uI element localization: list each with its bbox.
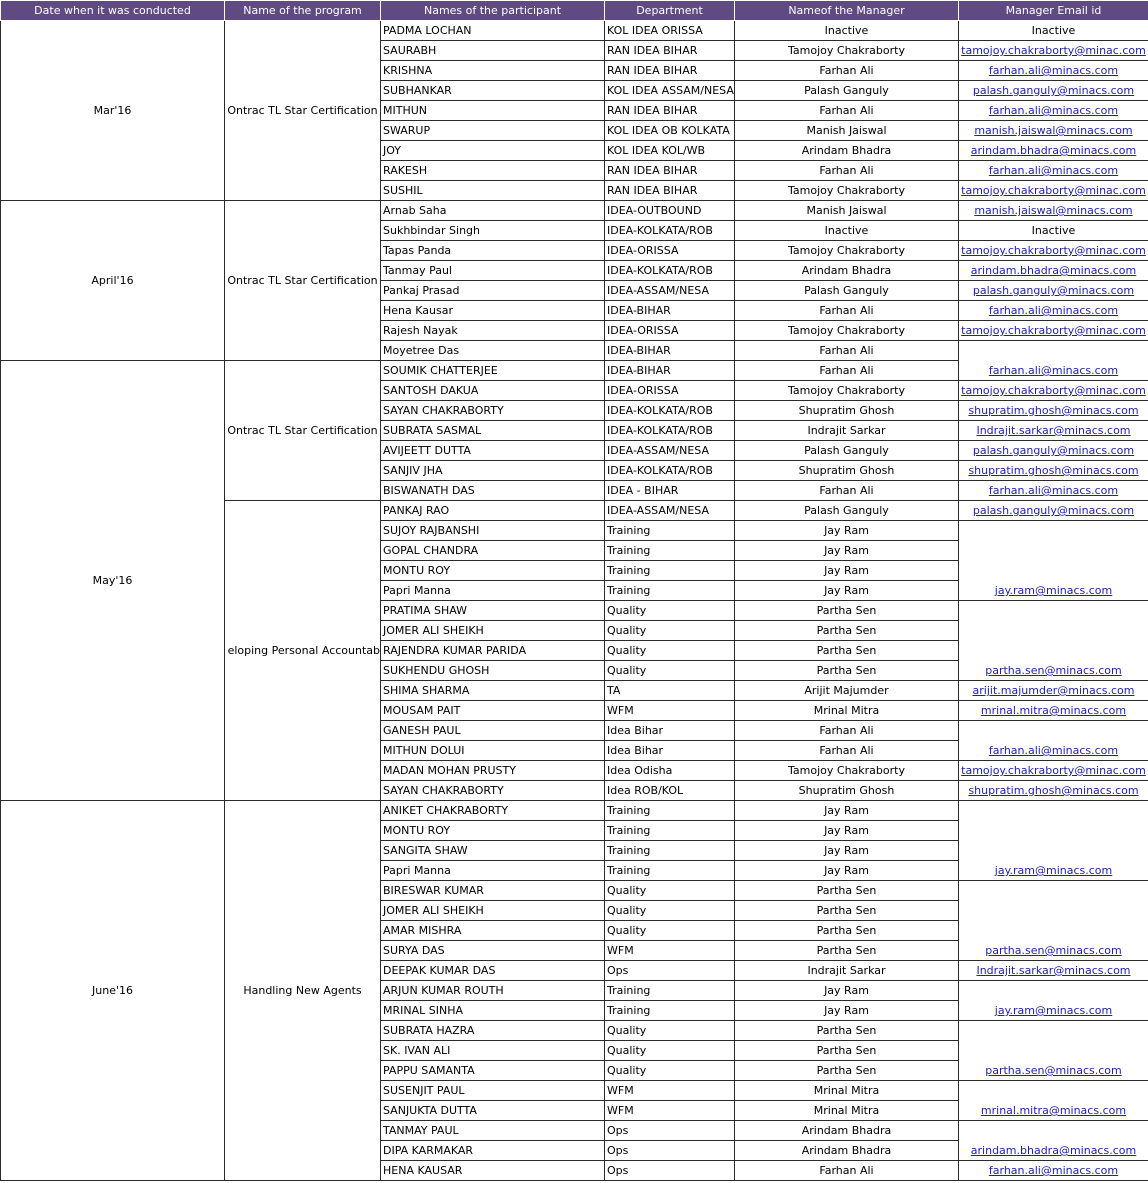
email-link[interactable]: tamojoy.chakraborty@minac.com (961, 324, 1146, 337)
email-link[interactable]: Indrajit.sarkar@minacs.com (976, 964, 1131, 977)
email-link[interactable]: jay.ram@minacs.com (994, 1004, 1113, 1017)
email-link[interactable]: palash.ganguly@minacs.com (972, 444, 1135, 457)
email-cell[interactable] (959, 341, 1148, 381)
program-header[interactable]: Name of the program (225, 1, 381, 21)
participant-cell[interactable]: Moyetree Das (381, 341, 605, 361)
department-cell[interactable]: Training (605, 821, 735, 841)
department-cell[interactable]: Training (605, 541, 735, 561)
manager-cell[interactable]: Partha Sen (735, 881, 959, 901)
participant-cell[interactable]: DEEPAK KUMAR DAS (381, 961, 605, 981)
participant-cell[interactable]: Hena Kausar (381, 301, 605, 321)
manager-cell[interactable]: Partha Sen (735, 621, 959, 641)
manager-cell[interactable]: Farhan Ali (735, 341, 959, 361)
participant-cell[interactable]: SUBRATA HAZRA (381, 1021, 605, 1041)
manager-cell[interactable]: Farhan Ali (735, 361, 959, 381)
participant-cell[interactable]: PRATIMA SHAW (381, 601, 605, 621)
participant-cell[interactable]: MRINAL SINHA (381, 1001, 605, 1021)
table-row (1, 201, 1148, 221)
manager-cell[interactable]: Tamojoy Chakraborty (735, 761, 959, 781)
manager-cell[interactable]: Jay Ram (735, 981, 959, 1001)
email-header[interactable]: Manager Email id (959, 1, 1148, 21)
email-link[interactable]: arindam.bhadra@minacs.com (970, 1144, 1137, 1157)
department-cell[interactable]: RAN IDEA BIHAR (605, 181, 735, 201)
department-cell[interactable]: IDEA - BIHAR (605, 481, 735, 501)
department-cell[interactable]: IDEA-ORISSA (605, 321, 735, 341)
header-row (1, 1, 1148, 21)
email-link[interactable]: partha.sen@minacs.com (985, 944, 1122, 957)
email-cell[interactable] (959, 1081, 1148, 1121)
department-cell[interactable]: Idea Bihar (605, 721, 735, 741)
department-cell[interactable]: Quality (605, 1041, 735, 1061)
email-cell[interactable] (959, 881, 1148, 961)
participant-cell[interactable]: Pankaj Prasad (381, 281, 605, 301)
department-cell[interactable]: Quality (605, 1061, 735, 1081)
department-cell[interactable]: Quality (605, 641, 735, 661)
email-link[interactable]: arindam.bhadra@minacs.com (970, 264, 1137, 277)
email-cell[interactable] (959, 481, 1148, 501)
department-cell[interactable]: IDEA-BIHAR (605, 301, 735, 321)
date-cell[interactable]: Mar'16 (1, 21, 225, 201)
manager-cell[interactable]: Manish Jaiswal (735, 121, 959, 141)
participant-cell[interactable]: Rajesh Nayak (381, 321, 605, 341)
email-cell[interactable] (959, 101, 1148, 121)
participant-cell[interactable]: GANESH PAUL (381, 721, 605, 741)
email-cell[interactable] (959, 321, 1148, 341)
email-link[interactable]: palash.ganguly@minacs.com (972, 504, 1135, 517)
participant-cell[interactable]: Papri Manna (381, 581, 605, 601)
email-link[interactable]: farhan.ali@minacs.com (988, 744, 1119, 757)
department-cell[interactable]: RAN IDEA BIHAR (605, 41, 735, 61)
department-cell[interactable]: IDEA-KOLKATA/ROB (605, 261, 735, 281)
email-cell[interactable] (959, 141, 1148, 161)
participant-cell[interactable]: JOY (381, 141, 605, 161)
email-link[interactable]: shupratim.ghosh@minacs.com (968, 404, 1139, 417)
email-cell[interactable] (959, 441, 1148, 461)
manager-cell[interactable]: Farhan Ali (735, 61, 959, 81)
email-cell[interactable] (959, 281, 1148, 301)
email-cell[interactable] (959, 1161, 1148, 1181)
participant-cell[interactable]: SK. IVAN ALI (381, 1041, 605, 1061)
manager-cell[interactable]: Farhan Ali (735, 741, 959, 761)
email-link[interactable]: farhan.ali@minacs.com (988, 164, 1119, 177)
email-cell[interactable] (959, 241, 1148, 261)
email-link[interactable]: farhan.ali@minacs.com (988, 104, 1119, 117)
manager-cell[interactable]: Shupratim Ghosh (735, 461, 959, 481)
email-link[interactable]: shupratim.ghosh@minacs.com (968, 464, 1139, 477)
department-cell[interactable]: Idea Bihar (605, 741, 735, 761)
email-cell[interactable] (959, 161, 1148, 181)
department-cell[interactable]: IDEA-ASSAM/NESA (605, 441, 735, 461)
participant-cell[interactable]: RAKESH (381, 161, 605, 181)
email-link[interactable]: palash.ganguly@minacs.com (972, 84, 1135, 97)
email-link[interactable]: tamojoy.chakraborty@minac.com (961, 244, 1146, 257)
participant-cell[interactable]: KRISHNA (381, 61, 605, 81)
manager-cell[interactable]: Farhan Ali (735, 101, 959, 121)
email-link[interactable]: arijit.majumder@minacs.com (972, 684, 1135, 697)
participant-cell[interactable]: PANKAJ RAO (381, 501, 605, 521)
email-link[interactable]: farhan.ali@minacs.com (988, 1164, 1119, 1177)
department-cell[interactable]: Idea ROB/KOL (605, 781, 735, 801)
department-cell[interactable]: RAN IDEA BIHAR (605, 61, 735, 81)
email-cell[interactable] (959, 461, 1148, 481)
participant-cell[interactable]: MONTU ROY (381, 821, 605, 841)
email-cell[interactable] (959, 961, 1148, 981)
participant-cell[interactable]: MOUSAM PAIT (381, 701, 605, 721)
email-cell[interactable] (959, 421, 1148, 441)
department-cell[interactable]: IDEA-OUTBOUND (605, 201, 735, 221)
participant-cell[interactable]: SURYA DAS (381, 941, 605, 961)
department-cell[interactable]: Quality (605, 601, 735, 621)
department-cell[interactable]: WFM (605, 1081, 735, 1101)
date-cell[interactable]: May'16 (1, 361, 225, 801)
participant-cell[interactable]: Tapas Panda (381, 241, 605, 261)
department-cell[interactable]: Quality (605, 901, 735, 921)
department-cell[interactable]: Training (605, 521, 735, 541)
department-cell[interactable]: Ops (605, 961, 735, 981)
manager-header[interactable]: Nameof the Manager (735, 1, 959, 21)
department-cell[interactable]: IDEA-KOLKATA/ROB (605, 401, 735, 421)
table-row (1, 801, 1148, 821)
manager-cell[interactable]: Palash Ganguly (735, 501, 959, 521)
manager-cell[interactable]: Inactive (735, 21, 959, 41)
manager-cell[interactable]: Jay Ram (735, 541, 959, 561)
participant-cell[interactable]: SANJIV JHA (381, 461, 605, 481)
participant-cell[interactable]: SWARUP (381, 121, 605, 141)
participant-cell[interactable]: MONTU ROY (381, 561, 605, 581)
email-cell[interactable] (959, 261, 1148, 281)
email-cell[interactable] (959, 981, 1148, 1021)
manager-cell[interactable]: Arindam Bhadra (735, 1141, 959, 1161)
program-cell[interactable]: eloping Personal Accountab (225, 501, 381, 801)
department-cell[interactable]: WFM (605, 941, 735, 961)
department-cell[interactable]: WFM (605, 1101, 735, 1121)
department-cell[interactable]: Ops (605, 1141, 735, 1161)
department-cell[interactable]: Quality (605, 881, 735, 901)
email-link[interactable]: jay.ram@minacs.com (994, 584, 1113, 597)
participant-cell[interactable]: DIPA KARMAKAR (381, 1141, 605, 1161)
department-cell[interactable]: IDEA-ORISSA (605, 381, 735, 401)
program-cell[interactable]: Handling New Agents (225, 801, 381, 1181)
manager-cell[interactable]: Shupratim Ghosh (735, 401, 959, 421)
department-cell[interactable]: Training (605, 861, 735, 881)
participant-cell[interactable]: AVIJEETT DUTTA (381, 441, 605, 461)
email-link[interactable]: partha.sen@minacs.com (985, 1064, 1122, 1077)
participant-cell[interactable]: RAJENDRA KUMAR PARIDA (381, 641, 605, 661)
manager-cell[interactable]: Mrinal Mitra (735, 1081, 959, 1101)
participant-cell[interactable]: BIRESWAR KUMAR (381, 881, 605, 901)
email-cell[interactable] (959, 681, 1148, 701)
manager-cell[interactable]: Partha Sen (735, 1041, 959, 1061)
manager-cell[interactable]: Tamojoy Chakraborty (735, 241, 959, 261)
department-cell[interactable]: Training (605, 561, 735, 581)
email-cell[interactable] (959, 521, 1148, 601)
manager-cell[interactable]: Partha Sen (735, 921, 959, 941)
program-cell[interactable]: Ontrac TL Star Certification (225, 201, 381, 361)
manager-cell[interactable]: Mrinal Mitra (735, 701, 959, 721)
email-cell[interactable] (959, 401, 1148, 421)
participant-cell[interactable]: Sukhbindar Singh (381, 221, 605, 241)
manager-cell[interactable]: Jay Ram (735, 841, 959, 861)
department-cell[interactable]: KOL IDEA OB KOLKATA (605, 121, 735, 141)
department-cell[interactable]: Training (605, 1001, 735, 1021)
manager-cell[interactable]: Partha Sen (735, 661, 959, 681)
department-cell[interactable]: Idea Odisha (605, 761, 735, 781)
email-cell[interactable] (959, 1121, 1148, 1161)
participant-cell[interactable]: MITHUN DOLUI (381, 741, 605, 761)
participant-header[interactable]: Names of the participant (381, 1, 605, 21)
email-cell[interactable] (959, 601, 1148, 681)
email-cell[interactable] (959, 501, 1148, 521)
manager-cell[interactable]: Farhan Ali (735, 1161, 959, 1181)
manager-cell[interactable]: Farhan Ali (735, 481, 959, 501)
department-cell[interactable]: Ops (605, 1121, 735, 1141)
department-cell[interactable]: IDEA-BIHAR (605, 341, 735, 361)
department-cell[interactable]: Ops (605, 1161, 735, 1181)
manager-cell[interactable]: Tamojoy Chakraborty (735, 41, 959, 61)
email-link[interactable]: shupratim.ghosh@minacs.com (968, 784, 1139, 797)
email-link[interactable]: farhan.ali@minacs.com (988, 484, 1119, 497)
date-cell[interactable]: June'16 (1, 801, 225, 1181)
manager-cell[interactable]: Partha Sen (735, 1021, 959, 1041)
email-link[interactable]: farhan.ali@minacs.com (988, 64, 1119, 77)
department-header[interactable]: Department (605, 1, 735, 21)
department-cell[interactable]: IDEA-KOLKATA/ROB (605, 221, 735, 241)
participant-cell[interactable]: SUJOY RAJBANSHI (381, 521, 605, 541)
participant-cell[interactable]: MADAN MOHAN PRUSTY (381, 761, 605, 781)
participant-cell[interactable]: PADMA LOCHAN (381, 21, 605, 41)
email-cell[interactable] (959, 721, 1148, 761)
participant-cell[interactable]: SAYAN CHAKRABORTY (381, 401, 605, 421)
participant-cell[interactable]: Arnab Saha (381, 201, 605, 221)
manager-cell[interactable]: Jay Ram (735, 821, 959, 841)
manager-cell[interactable]: Farhan Ali (735, 301, 959, 321)
participant-cell[interactable]: SUBHANKAR (381, 81, 605, 101)
department-cell[interactable]: RAN IDEA BIHAR (605, 101, 735, 121)
manager-cell[interactable]: Mrinal Mitra (735, 1101, 959, 1121)
participant-cell[interactable]: Papri Manna (381, 861, 605, 881)
department-cell[interactable]: Quality (605, 661, 735, 681)
email-link[interactable]: mrinal.mitra@minacs.com (980, 704, 1127, 717)
email-link[interactable]: palash.ganguly@minacs.com (972, 284, 1135, 297)
participant-cell[interactable]: JOMER ALI SHEIKH (381, 901, 605, 921)
manager-cell[interactable]: Partha Sen (735, 601, 959, 621)
department-cell[interactable]: Quality (605, 621, 735, 641)
email-cell[interactable] (959, 801, 1148, 881)
email-link[interactable]: manish.jaiswal@minacs.com (974, 204, 1133, 217)
email-link[interactable]: tamojoy.chakraborty@minac.com (961, 184, 1146, 197)
date-cell[interactable]: April'16 (1, 201, 225, 361)
email-link[interactable]: farhan.ali@minacs.com (988, 364, 1119, 377)
email-cell[interactable] (959, 701, 1148, 721)
department-cell[interactable]: IDEA-ASSAM/NESA (605, 501, 735, 521)
participant-cell[interactable]: SAYAN CHAKRABORTY (381, 781, 605, 801)
participant-cell[interactable]: ANIKET CHAKRABORTY (381, 801, 605, 821)
manager-cell[interactable]: Arindam Bhadra (735, 261, 959, 281)
department-cell[interactable]: IDEA-KOLKATA/ROB (605, 461, 735, 481)
department-cell[interactable]: KOL IDEA ASSAM/NESA (605, 81, 735, 101)
email-link[interactable]: mrinal.mitra@minacs.com (980, 1104, 1127, 1117)
email-cell[interactable] (959, 301, 1148, 321)
manager-cell[interactable]: Arindam Bhadra (735, 1121, 959, 1141)
manager-cell[interactable]: Arijit Majumder (735, 681, 959, 701)
date-header[interactable]: Date when it was conducted (1, 1, 225, 21)
department-cell[interactable]: KOL IDEA ORISSA (605, 21, 735, 41)
email-link[interactable]: Indrajit.sarkar@minacs.com (976, 424, 1131, 437)
manager-cell[interactable]: Partha Sen (735, 641, 959, 661)
manager-cell[interactable]: Jay Ram (735, 561, 959, 581)
manager-cell[interactable]: Partha Sen (735, 941, 959, 961)
participant-cell[interactable]: SUSHIL (381, 181, 605, 201)
email-link[interactable]: manish.jaiswal@minacs.com (974, 124, 1133, 137)
participant-cell[interactable]: SUBRATA SASMAL (381, 421, 605, 441)
participant-cell[interactable]: SANTOSH DAKUA (381, 381, 605, 401)
participant-cell[interactable]: BISWANATH DAS (381, 481, 605, 501)
participant-cell[interactable]: PAPPU SAMANTA (381, 1061, 605, 1081)
email-link[interactable]: partha.sen@minacs.com (985, 664, 1122, 677)
manager-cell[interactable]: Arindam Bhadra (735, 141, 959, 161)
manager-cell[interactable]: Shupratim Ghosh (735, 781, 959, 801)
manager-cell[interactable]: Jay Ram (735, 581, 959, 601)
participant-cell[interactable]: MITHUN (381, 101, 605, 121)
participant-cell[interactable]: SANGITA SHAW (381, 841, 605, 861)
email-cell[interactable] (959, 781, 1148, 801)
department-cell[interactable]: IDEA-ORISSA (605, 241, 735, 261)
participant-cell[interactable]: Tanmay Paul (381, 261, 605, 281)
manager-cell[interactable]: Jay Ram (735, 521, 959, 541)
email-link[interactable]: tamojoy.chakraborty@minac.com (961, 764, 1146, 777)
manager-cell[interactable]: Palash Ganguly (735, 441, 959, 461)
department-cell[interactable]: Quality (605, 1021, 735, 1041)
participant-cell[interactable]: GOPAL CHANDRA (381, 541, 605, 561)
manager-cell[interactable]: Tamojoy Chakraborty (735, 181, 959, 201)
manager-cell[interactable]: Tamojoy Chakraborty (735, 321, 959, 341)
participant-cell[interactable]: TANMAY PAUL (381, 1121, 605, 1141)
department-cell[interactable]: WFM (605, 701, 735, 721)
participant-cell[interactable]: ARJUN KUMAR ROUTH (381, 981, 605, 1001)
department-cell[interactable]: Training (605, 801, 735, 821)
manager-cell[interactable]: Partha Sen (735, 1061, 959, 1081)
department-cell[interactable]: Training (605, 981, 735, 1001)
manager-cell[interactable]: Palash Ganguly (735, 81, 959, 101)
email-cell[interactable] (959, 121, 1148, 141)
email-link[interactable]: arindam.bhadra@minacs.com (970, 144, 1137, 157)
department-cell[interactable]: Quality (605, 921, 735, 941)
participant-cell[interactable]: SUKHENDU GHOSH (381, 661, 605, 681)
manager-cell[interactable]: Farhan Ali (735, 721, 959, 741)
email-cell[interactable] (959, 761, 1148, 781)
participant-cell[interactable]: SOUMIK CHATTERJEE (381, 361, 605, 381)
program-cell[interactable]: Ontrac TL Star Certification (225, 21, 381, 201)
manager-cell[interactable]: Indrajit Sarkar (735, 961, 959, 981)
manager-cell[interactable]: Jay Ram (735, 801, 959, 821)
manager-cell[interactable]: Jay Ram (735, 1001, 959, 1021)
manager-cell[interactable]: Manish Jaiswal (735, 201, 959, 221)
email-cell[interactable] (959, 81, 1148, 101)
participant-cell[interactable]: SUSENJIT PAUL (381, 1081, 605, 1101)
department-cell[interactable]: IDEA-ASSAM/NESA (605, 281, 735, 301)
manager-cell[interactable]: Jay Ram (735, 861, 959, 881)
email-cell[interactable] (959, 61, 1148, 81)
manager-cell[interactable]: Indrajit Sarkar (735, 421, 959, 441)
email-link[interactable]: jay.ram@minacs.com (994, 864, 1113, 877)
email-link[interactable]: tamojoy.chakraborty@minac.com (961, 384, 1146, 397)
participant-cell[interactable]: SANJUKTA DUTTA (381, 1101, 605, 1121)
participant-cell[interactable]: HENA KAUSAR (381, 1161, 605, 1181)
email-cell[interactable] (959, 381, 1148, 401)
table-row (1, 21, 1148, 41)
program-cell[interactable]: Ontrac TL Star Certification (225, 361, 381, 501)
email-cell[interactable]: Inactive (959, 221, 1148, 241)
department-cell[interactable]: IDEA-BIHAR (605, 361, 735, 381)
email-link[interactable]: farhan.ali@minacs.com (988, 304, 1119, 317)
email-cell[interactable] (959, 41, 1148, 61)
email-link[interactable]: tamojoy.chakraborty@minac.com (961, 44, 1146, 57)
manager-cell[interactable]: Partha Sen (735, 901, 959, 921)
participant-cell[interactable]: SAURABH (381, 41, 605, 61)
email-cell[interactable] (959, 181, 1148, 201)
email-cell[interactable] (959, 201, 1148, 221)
department-cell[interactable]: Training (605, 841, 735, 861)
department-cell[interactable]: RAN IDEA BIHAR (605, 161, 735, 181)
participant-cell[interactable]: JOMER ALI SHEIKH (381, 621, 605, 641)
manager-cell[interactable]: Inactive (735, 221, 959, 241)
manager-cell[interactable]: Tamojoy Chakraborty (735, 381, 959, 401)
participant-cell[interactable]: SHIMA SHARMA (381, 681, 605, 701)
department-cell[interactable]: IDEA-KOLKATA/ROB (605, 421, 735, 441)
email-cell[interactable]: Inactive (959, 21, 1148, 41)
manager-cell[interactable]: Farhan Ali (735, 161, 959, 181)
manager-cell[interactable]: Palash Ganguly (735, 281, 959, 301)
department-cell[interactable]: KOL IDEA KOL/WB (605, 141, 735, 161)
email-cell[interactable] (959, 1021, 1148, 1081)
department-cell[interactable]: Training (605, 581, 735, 601)
department-cell[interactable]: TA (605, 681, 735, 701)
participant-cell[interactable]: AMAR MISHRA (381, 921, 605, 941)
